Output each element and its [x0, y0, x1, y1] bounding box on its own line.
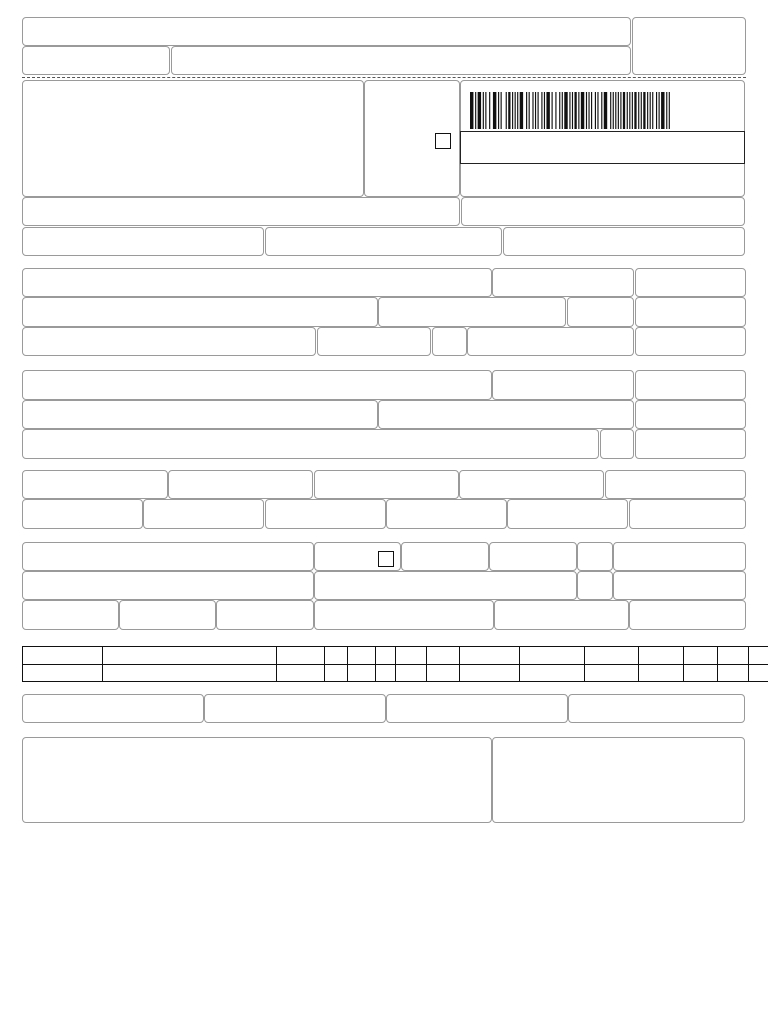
barcode-bar: [618, 92, 619, 129]
barcode-bar: [595, 92, 596, 129]
table-cell[interactable]: [718, 664, 749, 682]
table-cell[interactable]: [520, 664, 585, 682]
table-cell[interactable]: [396, 664, 427, 682]
section5-field-8[interactable]: [577, 571, 613, 600]
barcode-bar: [515, 92, 516, 129]
section4-field-5[interactable]: [605, 470, 746, 499]
barcode-bar: [623, 92, 625, 129]
barcode-bar: [597, 92, 598, 129]
table-row: [23, 664, 768, 682]
barcode-bar: [604, 92, 607, 129]
barcode-bar: [643, 92, 645, 129]
section1-field-4[interactable]: [265, 227, 502, 256]
table-cell[interactable]: [718, 647, 749, 665]
barcode-bar: [544, 92, 545, 129]
form-title-field[interactable]: [22, 17, 631, 46]
section2-field-9[interactable]: [317, 327, 431, 356]
barcode-bar: [508, 92, 510, 129]
table-cell[interactable]: [103, 647, 277, 665]
address-block[interactable]: [22, 80, 364, 197]
form-code-field[interactable]: [22, 46, 170, 75]
barcode-bar: [615, 92, 616, 129]
section4-field-10[interactable]: [507, 499, 628, 529]
data-table: [22, 646, 768, 682]
table-cell[interactable]: [460, 647, 520, 665]
barcode-bar: [475, 92, 476, 129]
section3-field-2[interactable]: [492, 370, 634, 400]
section3-field-1[interactable]: [22, 370, 492, 400]
table-cell[interactable]: [23, 664, 103, 682]
section4-field-7[interactable]: [143, 499, 264, 529]
barcode-bar: [634, 92, 636, 129]
table-cell[interactable]: [639, 664, 684, 682]
section3-field-7[interactable]: [22, 429, 599, 459]
section5-field-1[interactable]: [22, 542, 314, 571]
section2-field-3[interactable]: [635, 268, 746, 297]
notes-field[interactable]: [22, 737, 492, 823]
section1-field-3[interactable]: [22, 227, 264, 256]
section1-field-2[interactable]: [461, 197, 745, 226]
barcode-bar: [647, 92, 648, 129]
barcode-bar: [581, 92, 584, 129]
barcode-bar: [552, 92, 553, 129]
barcode-bar: [470, 92, 473, 129]
table-cell[interactable]: [396, 647, 427, 665]
barcode-number-box[interactable]: [460, 131, 745, 164]
section6-field-2[interactable]: [204, 694, 386, 723]
section1-field-5[interactable]: [503, 227, 745, 256]
section5-field-7[interactable]: [314, 571, 577, 600]
table-cell[interactable]: [639, 647, 684, 665]
barcode-bar: [638, 92, 639, 129]
barcode-bar: [517, 92, 518, 129]
barcode-bar: [564, 92, 567, 129]
table-cell[interactable]: [325, 647, 348, 665]
barcode-bar: [650, 92, 651, 129]
barcode-bar: [586, 92, 587, 129]
barcode-bar: [666, 92, 667, 129]
section2-field-8[interactable]: [22, 327, 316, 356]
form-subtitle-field[interactable]: [171, 46, 631, 75]
barcode-bar: [541, 92, 542, 129]
section5-field-6[interactable]: [22, 571, 314, 600]
barcode-bar: [559, 92, 560, 129]
section3-field-3[interactable]: [635, 370, 746, 400]
section2-field-10[interactable]: [432, 327, 467, 356]
barcode-bar: [591, 92, 592, 129]
section3-field-5[interactable]: [378, 400, 634, 429]
barcode-bar: [659, 92, 660, 129]
barcode-bar: [652, 92, 653, 129]
section5-field-15[interactable]: [629, 600, 746, 630]
section2-field-7[interactable]: [635, 297, 746, 327]
section5-field-4[interactable]: [577, 542, 613, 571]
section3-field-4[interactable]: [22, 400, 378, 429]
table-cell[interactable]: [427, 647, 460, 665]
table-cell[interactable]: [277, 664, 325, 682]
table-cell[interactable]: [749, 647, 768, 665]
section1-field-1[interactable]: [22, 197, 460, 226]
section4-field-11[interactable]: [629, 499, 746, 529]
barcode-bar: [493, 92, 496, 129]
barcode-bar: [532, 92, 533, 129]
section5-field-12[interactable]: [216, 600, 314, 630]
table-cell[interactable]: [427, 664, 460, 682]
table-cell[interactable]: [348, 647, 376, 665]
barcode-bar: [529, 92, 530, 129]
table-cell[interactable]: [277, 647, 325, 665]
barcode-bar: [506, 92, 507, 129]
table-cell[interactable]: [376, 647, 396, 665]
table-cell[interactable]: [585, 664, 639, 682]
section2-field-4[interactable]: [22, 297, 378, 327]
barcode-bar: [632, 92, 633, 129]
section4-field-9[interactable]: [386, 499, 507, 529]
perforation-divider: [22, 77, 746, 78]
barcode-bar: [656, 92, 657, 129]
section3-field-9[interactable]: [635, 429, 746, 459]
table-cell[interactable]: [348, 664, 376, 682]
table-cell[interactable]: [684, 664, 718, 682]
barcode-bar: [629, 92, 630, 129]
section3-field-8[interactable]: [600, 429, 634, 459]
section3-field-6[interactable]: [635, 400, 746, 429]
barcode-bar: [578, 92, 579, 129]
barcode-bar: [574, 92, 576, 129]
section2-field-2[interactable]: [492, 268, 634, 297]
table-cell[interactable]: [520, 647, 585, 665]
panel-checkbox[interactable]: [435, 133, 451, 149]
section5-field-9[interactable]: [613, 571, 746, 600]
section5-field-3[interactable]: [489, 542, 577, 571]
table-cell[interactable]: [23, 647, 103, 665]
barcode-bar: [661, 92, 664, 129]
table-cell[interactable]: [749, 664, 768, 682]
barcode-bar: [562, 92, 563, 129]
section2-field-1[interactable]: [22, 268, 492, 297]
section5-field-10[interactable]: [22, 600, 119, 630]
section6-field-4[interactable]: [568, 694, 745, 723]
section6-field-3[interactable]: [386, 694, 568, 723]
barcode-bar: [569, 92, 570, 129]
section4-field-3[interactable]: [314, 470, 459, 499]
section2-field-6[interactable]: [567, 297, 634, 327]
section5-checkbox[interactable]: [378, 551, 394, 567]
barcode-bar: [601, 92, 602, 129]
table-row: [23, 647, 768, 665]
section5-field-5[interactable]: [613, 542, 746, 571]
table-cell[interactable]: [325, 664, 348, 682]
barcode-bar: [512, 92, 513, 129]
table-cell[interactable]: [585, 647, 639, 665]
barcode-bar: [520, 92, 523, 129]
barcode-bar: [588, 92, 589, 129]
table-cell[interactable]: [460, 664, 520, 682]
section5-field-2[interactable]: [401, 542, 489, 571]
section6-field-1[interactable]: [22, 694, 204, 723]
section4-field-6[interactable]: [22, 499, 143, 529]
section4-field-4[interactable]: [459, 470, 604, 499]
section4-field-2[interactable]: [168, 470, 313, 499]
barcode-bar: [489, 92, 490, 129]
table-cell[interactable]: [684, 647, 718, 665]
section4-field-1[interactable]: [22, 470, 168, 499]
barcode-bar: [613, 92, 614, 129]
section4-field-8[interactable]: [265, 499, 386, 529]
section2-field-5[interactable]: [378, 297, 566, 327]
barcode-bar: [546, 92, 549, 129]
section2-field-12[interactable]: [635, 327, 746, 356]
barcode-bar: [669, 92, 670, 129]
barcode-bar: [526, 92, 527, 129]
barcode-bar: [478, 92, 481, 129]
barcode-bar: [620, 92, 621, 129]
barcode-bar: [555, 92, 556, 129]
header-corner-box[interactable]: [632, 17, 746, 75]
barcode-bar: [483, 92, 484, 129]
section5-field-14[interactable]: [494, 600, 629, 630]
barcode-bar: [498, 92, 499, 129]
barcode-bar: [501, 92, 502, 129]
barcode-bar: [485, 92, 486, 129]
table-cell[interactable]: [376, 664, 396, 682]
barcode-bar: [641, 92, 642, 129]
table-cell[interactable]: [103, 664, 277, 682]
barcode-bar: [572, 92, 573, 129]
barcode-bar: [535, 92, 536, 129]
section5-field-11[interactable]: [119, 600, 216, 630]
signature-field[interactable]: [492, 737, 745, 823]
section2-field-11[interactable]: [467, 327, 634, 356]
barcode-bar: [538, 92, 539, 129]
barcode-bar: [610, 92, 611, 129]
barcode-image: [470, 92, 670, 129]
section5-field-13[interactable]: [314, 600, 494, 630]
barcode-bar: [627, 92, 628, 129]
